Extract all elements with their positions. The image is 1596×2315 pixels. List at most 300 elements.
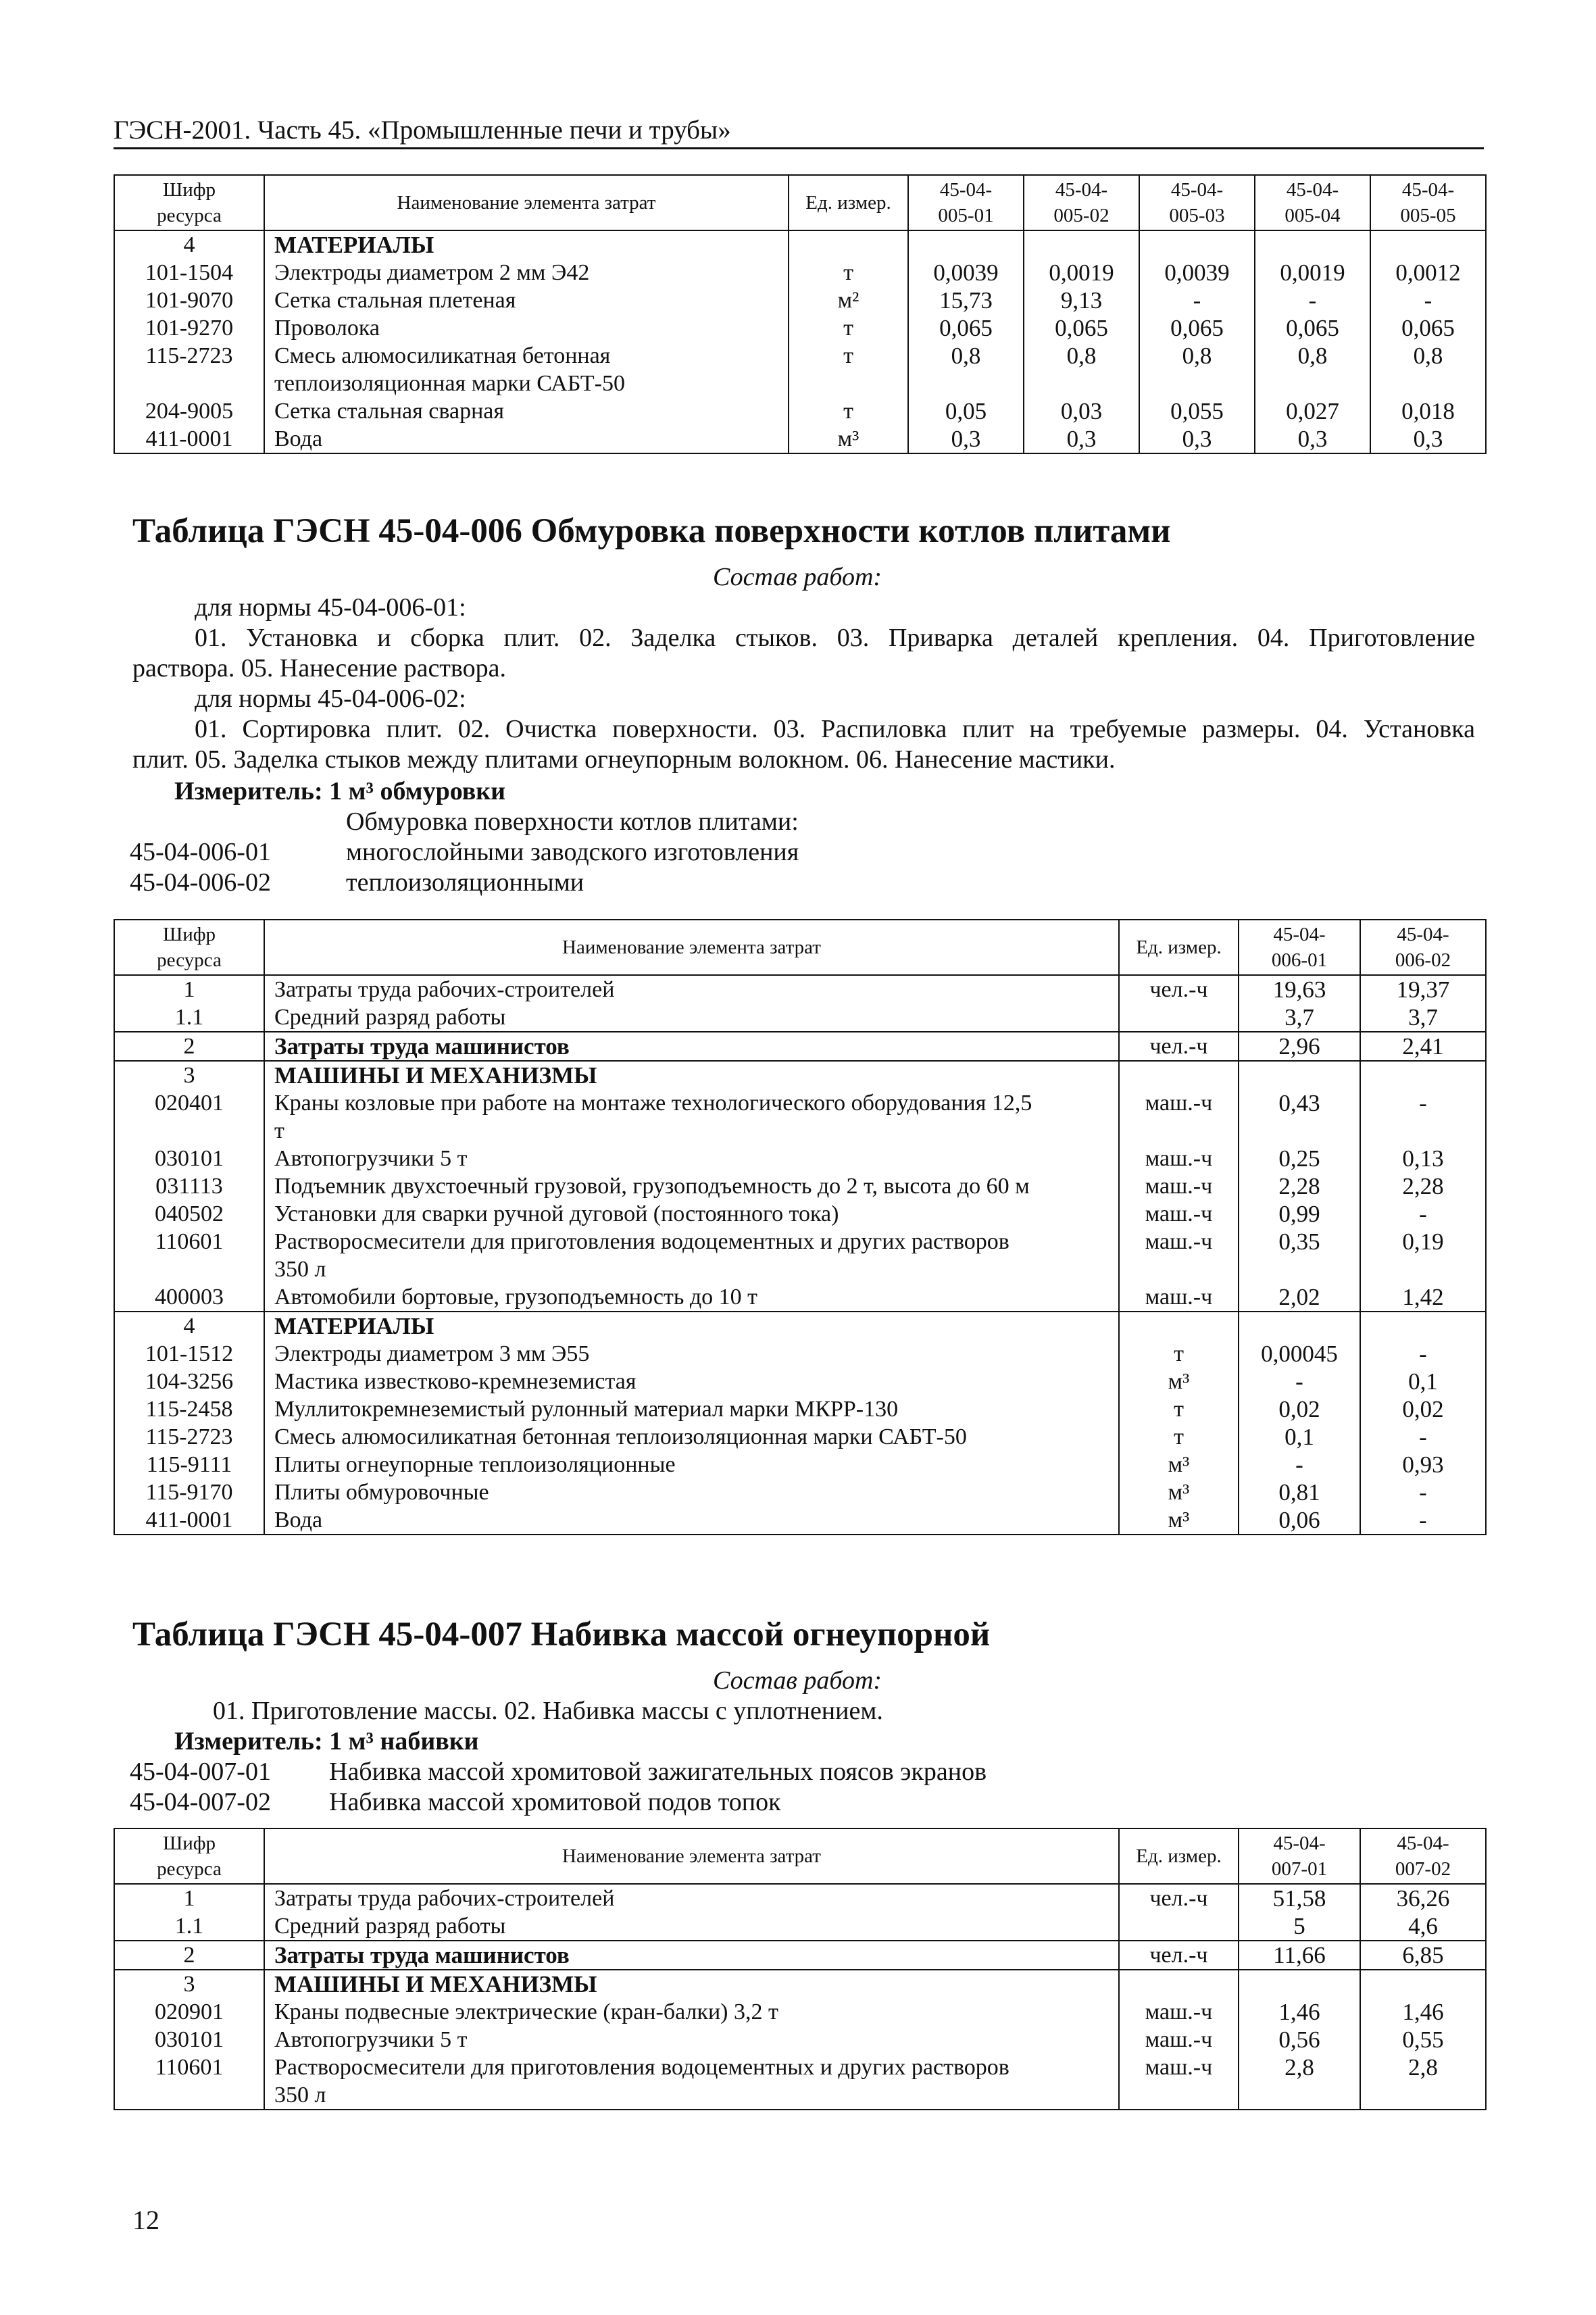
norm-value: 0,065 [1370,314,1486,342]
norm-value: 0,0019 [1024,259,1139,287]
cost-element-name [264,1478,1119,1506]
norm-value: 0,1 [1360,1368,1486,1395]
unit-of-measure: м² [789,287,908,314]
resource-code: 030101 [114,1145,264,1172]
norm-value: 51,58 [1239,1884,1360,1912]
cost-element-name-line: 350 л [274,2083,326,2108]
resource-code: 1 [114,1884,264,1912]
work-description: 01. Установка и сборка плит. 02. Заделка стыков. 03. Приварка деталей крепления. 04. Приготовление [195,624,1475,652]
table-row [114,1423,1486,1451]
machines-section [114,1061,1486,1312]
unit-of-measure: т [789,397,908,425]
section-header-row [114,1061,1486,1089]
variant-code: 45-04-007-01 [130,1758,271,1786]
resource-code: 2 [114,1032,264,1061]
labor-section [114,1884,1486,1941]
norm-label: для нормы 45-04-006-02: [195,684,466,713]
resource-code: 400003 [114,1283,264,1312]
running-header: ГЭСН-2001. Часть 45. «Промышленные печи и трубы» [114,116,731,145]
header-name: Наименование элемента затрат [264,1828,1119,1884]
resource-code: 115-9170 [114,1478,264,1506]
cost-element-name-line: Сетка стальная плетеная [274,288,516,313]
cost-element-name [264,1884,1119,1912]
resource-code: 104-3256 [114,1368,264,1395]
cost-element-name [264,259,789,287]
table-row [114,1089,1486,1145]
norm-value: 0,018 [1370,397,1486,425]
resource-code: 020901 [114,1998,264,2026]
section-title: МАШИНЫ И МЕХАНИЗМЫ [264,1970,1119,1998]
norm-value: - [1360,1423,1486,1451]
unit-of-measure: маш.-ч [1119,1145,1239,1172]
section-code: 3 [114,1970,264,1998]
norm-value: 15,73 [908,287,1024,314]
work-description: 01. Сортировка плит. 02. Очистка поверхности. 03. Распиловка плит на требуемые размеры. 04. Установка [195,715,1475,743]
unit-of-measure: чел.-ч [1119,1032,1239,1061]
norm-value: 19,37 [1360,975,1486,1003]
cost-element-name-line: Затраты труда рабочих-строителей [274,977,615,1002]
resource-code: 101-9270 [114,314,264,342]
resource-code: 204-9005 [114,397,264,425]
norm-value: 0,3 [1139,425,1255,453]
norm-value: 3,7 [1360,1003,1486,1032]
unit-of-measure: т [789,259,908,287]
cost-element-name-line: Смесь алюмосиликатная бетонная [274,343,611,368]
norm-label: для нормы 45-04-006-01: [195,593,466,622]
resource-code: 411-0001 [114,425,264,453]
norm-value: 1,42 [1360,1283,1486,1312]
table-row [114,1032,1486,1061]
cost-element-name-line: Проволока [274,316,380,341]
norm-value: - [1255,287,1370,314]
norm-value: 2,8 [1360,2053,1486,2110]
cost-element-name [264,1228,1119,1283]
unit-of-measure: чел.-ч [1119,975,1239,1003]
header-code: Шифр ресурса [114,920,264,975]
cost-element-name-line: Автопогрузчики 5 т [274,2027,468,2052]
operators-section [114,1941,1486,1970]
table-row [114,1340,1486,1368]
cost-element-name-line: Вода [274,1508,323,1533]
table-row [114,1478,1486,1506]
unit-of-measure [1119,1912,1239,1941]
variant-code: 45-04-006-01 [130,838,271,866]
norm-value: - [1360,1340,1486,1368]
norm-value: 2,8 [1239,2053,1360,2110]
work-description: 01. Приготовление массы. 02. Набивка массы с уплотнением. [213,1697,883,1725]
cost-element-name [264,1912,1119,1941]
variant-description: многослойными заводского изготовления [346,838,799,866]
resource-code: 030101 [114,2026,264,2053]
empty-cell [1255,230,1370,259]
norm-value: 0,93 [1360,1451,1486,1478]
table-45-04-006 [114,919,1487,1535]
header-name: Наименование элемента затрат [264,920,1119,975]
table-row [114,1283,1486,1312]
cost-element-name [264,397,789,425]
unit-of-measure: т [789,314,908,342]
empty-cell [1239,1312,1360,1340]
table-row [114,1003,1486,1032]
page-number: 12 [132,2205,159,2235]
table-row [114,2026,1486,2053]
resource-code: 031113 [114,1172,264,1200]
unit-of-measure: т [1119,1340,1239,1368]
cost-element-name [264,342,789,397]
table-title-006: Таблица ГЭСН 45-04-006 Обмуровка поверхности котлов плитами [132,512,1171,550]
header-norm: 45-04- 007-02 [1360,1828,1486,1884]
header-code: Шифр ресурса [114,1828,264,1884]
cost-element-name-line: Средний разряд работы [274,1914,506,1939]
norm-value: 0,8 [1024,342,1139,397]
header-norm: 45-04- 006-02 [1360,920,1486,975]
empty-cell [1370,230,1486,259]
section-title: МАТЕРИАЛЫ [264,1312,1119,1340]
resource-code: 115-2723 [114,342,264,397]
norm-value: 0,25 [1239,1145,1360,1172]
cost-element-name-line: Установки для сварки ручной дуговой (постоянного тока) [274,1201,839,1226]
cost-element-name [264,1003,1119,1032]
empty-cell [908,230,1024,259]
meter-label: Измеритель: 1 м³ набивки [174,1727,479,1756]
cost-element-name-line: т [274,1118,284,1143]
table-row [114,1200,1486,1228]
variant-code: 45-04-006-02 [130,868,271,897]
cost-element-name-line: 350 л [274,1257,326,1282]
cost-element-name [264,1998,1119,2026]
composition-label: Состав работ: [713,563,882,591]
table-row [114,314,1486,342]
norm-value: 2,02 [1239,1283,1360,1312]
table-title-007: Таблица ГЭСН 45-04-007 Набивка массой огнеупорной [132,1616,991,1653]
norm-value: 1,46 [1239,1998,1360,2026]
section-title: МАШИНЫ И МЕХАНИЗМЫ [264,1061,1119,1089]
norm-value: 0,43 [1239,1089,1360,1145]
unit-of-measure: м³ [1119,1506,1239,1535]
empty-cell [1360,1061,1486,1089]
norm-value: 5 [1239,1912,1360,1941]
norm-value: 0,00045 [1239,1340,1360,1368]
cost-element-name-line: теплоизоляционная марки САБТ-50 [274,371,625,396]
cost-element-name-line: Затраты труда машинистов [274,1033,570,1060]
table-row [114,1451,1486,1478]
unit-of-measure: маш.-ч [1119,1998,1239,2026]
cost-element-name-line: Электроды диаметром 3 мм Э55 [274,1341,590,1366]
empty-cell [1360,1312,1486,1340]
unit-of-measure: м³ [1119,1478,1239,1506]
norm-value: - [1360,1089,1486,1145]
norm-value: 2,28 [1239,1172,1360,1200]
norm-value: - [1239,1368,1360,1395]
norm-value: 0,02 [1360,1395,1486,1423]
empty-cell [1239,1970,1360,1998]
cost-element-name-line: Муллитокремнеземистый рулонный материал марки МКРР-130 [274,1397,899,1422]
cost-element-name [264,314,789,342]
table-header-row [114,1828,1486,1884]
cost-element-name-line: Смесь алюмосиликатная бетонная теплоизоляционная марки САБТ-50 [274,1424,967,1449]
header-code: Шифр ресурса [114,175,264,230]
header-norm: 45-04- 007-01 [1239,1828,1360,1884]
norm-value: 0,06 [1239,1506,1360,1535]
composition-label: Состав работ: [713,1666,882,1695]
resource-code: 115-2723 [114,1423,264,1451]
cost-element-name [264,1200,1119,1228]
unit-of-measure: чел.-ч [1119,1941,1239,1970]
empty-cell [1119,1312,1239,1340]
norm-value: 0,55 [1360,2026,1486,2053]
norm-value: 0,0039 [1139,259,1255,287]
cost-element-name [264,425,789,453]
cost-element-name-line: Вода [274,426,323,451]
work-description: плит. 05. Заделка стыков между плитами огнеупорным волокном. 06. Нанесение мастики. [132,745,1116,774]
section-code: 4 [114,230,264,259]
unit-of-measure: м³ [1119,1451,1239,1478]
cost-element-name-line: Сетка стальная сварная [274,399,504,424]
cost-element-name [264,1340,1119,1368]
resource-code: 101-9070 [114,287,264,314]
norm-value: 0,8 [1139,342,1255,397]
unit-of-measure: маш.-ч [1119,2026,1239,2053]
norm-value: 0,1 [1239,1423,1360,1451]
empty-cell [1119,1061,1239,1089]
unit-of-measure: маш.-ч [1119,2053,1239,2110]
cost-element-name-line: Затраты труда рабочих-строителей [274,1886,615,1911]
empty-cell [1239,1061,1360,1089]
variant-code: 45-04-007-02 [130,1788,271,1816]
norm-value: 0,3 [1255,425,1370,453]
cost-element-name [264,2026,1119,2053]
unit-of-measure: т [1119,1395,1239,1423]
norm-value: 1,46 [1360,1998,1486,2026]
cost-element-name [264,287,789,314]
norm-value: 0,0012 [1370,259,1486,287]
table-row [114,1912,1486,1941]
resource-code: 2 [114,1941,264,1970]
cost-element-name-line: Мастика известково-кремнеземистая [274,1369,637,1394]
header-norm: 45-04- 005-05 [1370,175,1486,230]
table-45-04-005 [114,174,1487,454]
unit-of-measure: т [1119,1423,1239,1451]
empty-cell [1119,1970,1239,1998]
norm-value: - [1360,1506,1486,1535]
cost-element-name [264,1283,1119,1312]
norm-value: 0,56 [1239,2026,1360,2053]
resource-code: 115-9111 [114,1451,264,1478]
resource-code: 040502 [114,1200,264,1228]
meter-label: Измеритель: 1 м³ обмуровки [174,777,506,805]
norm-value: 0,81 [1239,1478,1360,1506]
norm-value: 0,065 [1024,314,1139,342]
table-row [114,259,1486,287]
materials-section [114,230,1486,453]
cost-element-name-line: Автопогрузчики 5 т [274,1146,468,1171]
cost-element-name [264,1368,1119,1395]
cost-element-name-line: Плиты обмуровочные [274,1480,489,1505]
cost-element-name-line: Растворосмесители для приготовления водоцементных и других растворов [274,1229,1009,1254]
resource-code: 1.1 [114,1003,264,1032]
norm-value: 0,3 [1370,425,1486,453]
resource-code: 110601 [114,2053,264,2110]
resource-code: 115-2458 [114,1395,264,1423]
cost-element-name-line: Растворосмесители для приготовления водоцементных и других растворов [274,2055,1009,2080]
machines-section [114,1970,1486,2110]
cost-element-name-line: Средний разряд работы [274,1005,506,1030]
table-row [114,1884,1486,1912]
unit-of-measure: м³ [1119,1368,1239,1395]
table-row [114,342,1486,397]
norm-value: 0,02 [1239,1395,1360,1423]
cost-element-name [264,1423,1119,1451]
empty-cell [789,230,908,259]
section-header-row [114,1970,1486,1998]
operators-section [114,1032,1486,1061]
section-code: 4 [114,1312,264,1340]
norm-value: 19,63 [1239,975,1360,1003]
cost-element-name [264,1089,1119,1145]
resource-code: 101-1504 [114,259,264,287]
header-norm: 45-04- 006-01 [1239,920,1360,975]
header-norm: 45-04- 005-02 [1024,175,1139,230]
norm-value: 11,66 [1239,1941,1360,1970]
norm-value: 0,065 [1139,314,1255,342]
cost-element-name-line: Подъемник двухстоечный грузовой, грузоподъемность до 2 т, высота до 60 м [274,1174,1030,1199]
norm-value: 0,065 [1255,314,1370,342]
labor-section [114,975,1486,1032]
table-row [114,1941,1486,1970]
section-title: МАТЕРИАЛЫ [264,230,789,259]
norm-value: 4,6 [1360,1912,1486,1941]
empty-cell [1139,230,1255,259]
norm-value: - [1139,287,1255,314]
header-norm: 45-04- 005-01 [908,175,1024,230]
unit-of-measure: чел.-ч [1119,1884,1239,1912]
section-code: 3 [114,1061,264,1089]
header-name: Наименование элемента затрат [264,175,789,230]
norm-value: 0,055 [1139,397,1255,425]
norm-value: 0,35 [1239,1228,1360,1283]
cost-element-name-line: Затраты труда машинистов [274,1942,570,1968]
norm-value: 0,05 [908,397,1024,425]
section-header-row [114,230,1486,259]
norm-value: 9,13 [1024,287,1139,314]
norm-value: - [1239,1451,1360,1478]
table-header-row [114,920,1486,975]
norm-value: 6,85 [1360,1941,1486,1970]
norm-value: - [1370,287,1486,314]
cost-element-name-line: Электроды диаметром 2 мм Э42 [274,260,590,285]
norm-value: 0,19 [1360,1228,1486,1283]
unit-of-measure: маш.-ч [1119,1228,1239,1283]
resource-code: 1 [114,975,264,1003]
cost-element-name-line: Плиты огнеупорные теплоизоляционные [274,1452,676,1477]
norm-value: 36,26 [1360,1884,1486,1912]
table-row [114,1228,1486,1283]
resource-code: 020401 [114,1089,264,1145]
table-row [114,1172,1486,1200]
header-unit: Ед. измер. [1119,1828,1239,1884]
unit-of-measure: маш.-ч [1119,1089,1239,1145]
cost-element-name-line: Автомобили бортовые, грузоподъемность до 10 т [274,1285,758,1310]
unit-of-measure: маш.-ч [1119,1200,1239,1228]
cost-element-name-line: Краны подвесные электрические (кран-балки) 3,2 т [274,1999,778,2024]
cost-element-name [264,2053,1119,2110]
table-row [114,1506,1486,1535]
norm-value: 0,065 [908,314,1024,342]
norm-value: 0,3 [908,425,1024,453]
header-rule [114,147,1484,149]
work-description: раствора. 05. Нанесение раствора. [132,654,506,682]
norm-value: 0,99 [1239,1200,1360,1228]
norm-value: 0,027 [1255,397,1370,425]
cost-element-name [264,1172,1119,1200]
norm-value: 0,13 [1360,1145,1486,1172]
norm-value: 0,03 [1024,397,1139,425]
header-norm: 45-04- 005-03 [1139,175,1255,230]
empty-cell [1360,1970,1486,1998]
unit-of-measure: м³ [789,425,908,453]
cost-element-name [264,1941,1119,1970]
cost-element-name [264,975,1119,1003]
norm-value: 3,7 [1239,1003,1360,1032]
table-row [114,287,1486,314]
cost-element-name [264,1145,1119,1172]
empty-cell [1024,230,1139,259]
header-norm: 45-04- 005-04 [1255,175,1370,230]
norm-value: 2,41 [1360,1032,1486,1061]
table-header-row [114,175,1486,230]
resource-code: 110601 [114,1228,264,1283]
variant-description: теплоизоляционными [346,868,584,897]
table-row [114,975,1486,1003]
variant-description: Набивка массой хромитовой зажигательных поясов экранов [329,1758,987,1786]
norm-value: 0,3 [1024,425,1139,453]
table-row [114,425,1486,453]
resource-code: 101-1512 [114,1340,264,1368]
norm-value: 2,96 [1239,1032,1360,1061]
resource-code: 1.1 [114,1912,264,1941]
norm-value: 0,8 [1255,342,1370,397]
norm-value: 0,0019 [1255,259,1370,287]
table-row [114,2053,1486,2110]
variant-description: Набивка массой хромитовой подов топок [329,1788,781,1816]
unit-of-measure: маш.-ч [1119,1283,1239,1312]
unit-of-measure: т [789,342,908,397]
cost-element-name [264,1032,1119,1061]
header-unit: Ед. измер. [1119,920,1239,975]
materials-section [114,1312,1486,1535]
cost-element-name [264,1395,1119,1423]
norm-value: - [1360,1200,1486,1228]
table-row [114,1395,1486,1423]
norm-value: 0,8 [1370,342,1486,397]
table-row [114,1145,1486,1172]
table-row [114,1998,1486,2026]
norm-value: 0,0039 [908,259,1024,287]
unit-of-measure [1119,1003,1239,1032]
section-header-row [114,1312,1486,1340]
norm-value: 2,28 [1360,1172,1486,1200]
table-row [114,397,1486,425]
norm-value: - [1360,1478,1486,1506]
table-45-04-007 [114,1828,1487,2110]
cost-element-name [264,1506,1119,1535]
norm-value: 0,8 [908,342,1024,397]
cost-element-name [264,1451,1119,1478]
unit-of-measure: маш.-ч [1119,1172,1239,1200]
header-unit: Ед. измер. [789,175,908,230]
group-title: Обмуровка поверхности котлов плитами: [346,807,799,836]
resource-code: 411-0001 [114,1506,264,1535]
